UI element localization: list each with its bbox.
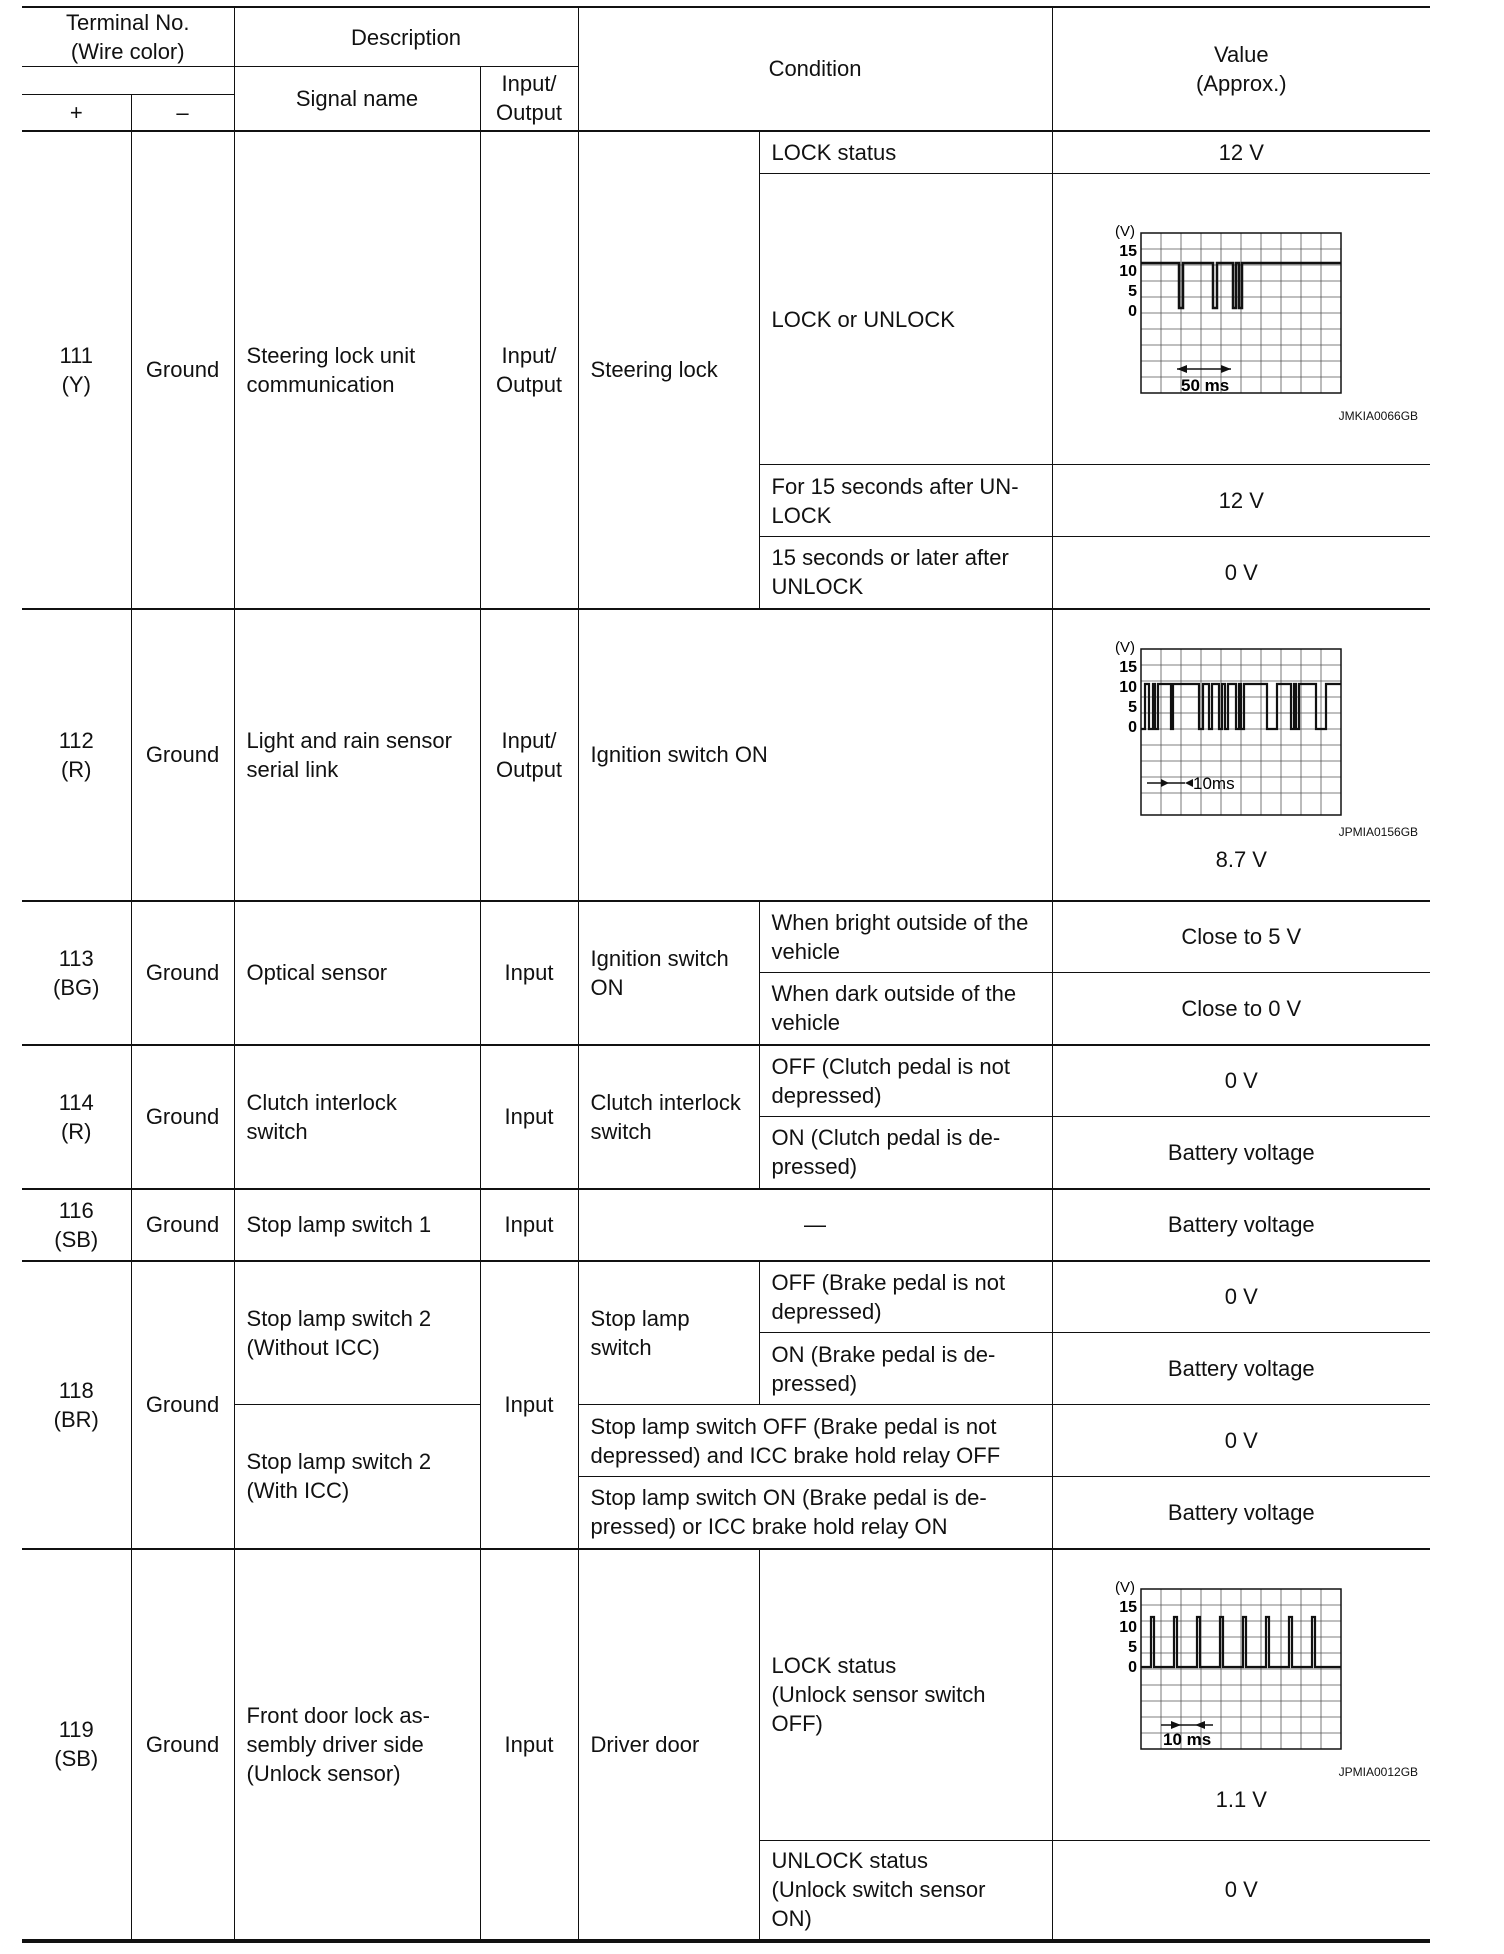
waveform-119-tick: 0: [1128, 1659, 1138, 1677]
header-terminal-no: Terminal No.: [66, 10, 190, 35]
condition-114: Clutch interlock switch: [578, 1045, 759, 1189]
value-114-1: 0 V: [1052, 1045, 1430, 1117]
value-118-3: 0 V: [1052, 1405, 1430, 1477]
ground-113: Ground: [131, 901, 234, 1045]
waveform-112: [1111, 639, 1371, 819]
header-condition: Condition: [578, 7, 1052, 131]
subcondition-118-2: ON (Brake pedal is de- pressed): [759, 1333, 1052, 1405]
ground-116: Ground: [131, 1189, 234, 1261]
waveform-111-tick: 10: [1119, 263, 1138, 280]
terminal-111: 111 (Y): [22, 131, 131, 609]
header-terminal-spacer: [22, 67, 234, 95]
ground-114: Ground: [131, 1045, 234, 1189]
header-wire-color: (Wire color): [70, 39, 185, 64]
waveform-111-tick: 0: [1128, 303, 1138, 320]
subcondition-119-2: UNLOCK status (Unlock switch sensor ON): [759, 1841, 1052, 1941]
waveform-111-unit: (V): [1115, 223, 1136, 240]
waveform-119-tick: 10: [1119, 1619, 1138, 1637]
table-header: [22, 7, 1430, 131]
terminal-113: 113 (BG): [22, 901, 131, 1045]
value-111-1: 12 V: [1052, 131, 1430, 174]
header-terminal: [22, 7, 234, 67]
io-119: Input: [480, 1549, 578, 1941]
subcondition-118-3: Stop lamp switch OFF (Brake pedal is not depressed) and ICC brake hold relay OFF: [578, 1405, 1052, 1477]
waveform-111-period: 50 ms: [1181, 376, 1230, 395]
waveform-112-tick: 15: [1119, 659, 1138, 676]
signal-111: Steering lock unit communication: [234, 131, 480, 609]
value-116: Battery voltage: [1052, 1189, 1430, 1261]
signal-114: Clutch interlock switch: [234, 1045, 480, 1189]
terminal-spec-table: [22, 6, 1430, 1943]
io-112: Input/ Output: [480, 609, 578, 901]
ground-112: Ground: [131, 609, 234, 901]
value-119-1-reading: 1.1 V: [1215, 1787, 1267, 1813]
subcondition-113-2: When dark outside of the vehicle: [759, 973, 1052, 1045]
terminal-114: 114 (R): [22, 1045, 131, 1189]
waveform-112-tick: 0: [1128, 719, 1138, 736]
waveform-112-tick: 10: [1119, 679, 1138, 696]
terminal-112: 112 (R): [22, 609, 131, 901]
subcondition-118-4: Stop lamp switch ON (Brake pedal is de- pressed) or ICC brake hold relay ON: [578, 1477, 1052, 1549]
io-111: Input/ Output: [480, 131, 578, 609]
figure-code-119: JPMIA0012GB: [1338, 1765, 1419, 1780]
signal-119: Front door lock as- sembly driver side (Unlock sensor): [234, 1549, 480, 1941]
condition-116: —: [578, 1189, 1052, 1261]
waveform-111: [1111, 223, 1371, 403]
row-group-116: [22, 1189, 1430, 1261]
subcondition-114-1: OFF (Clutch pedal is not depressed): [759, 1045, 1052, 1117]
row-group-118: [22, 1261, 1430, 1549]
subcondition-111-3: For 15 seconds after UN- LOCK: [759, 465, 1052, 537]
value-114-2: Battery voltage: [1052, 1117, 1430, 1189]
subcondition-118-1: OFF (Brake pedal is not depressed): [759, 1261, 1052, 1333]
value-112-reading: 8.7 V: [1215, 847, 1267, 872]
signal-116: Stop lamp switch 1: [234, 1189, 480, 1261]
waveform-119-unit: (V): [1115, 1579, 1136, 1597]
ground-111: Ground: [131, 131, 234, 609]
signal-112: Light and rain sensor serial link: [234, 609, 480, 901]
subcondition-114-2: ON (Clutch pedal is de- pressed): [759, 1117, 1052, 1189]
value-118-1: 0 V: [1052, 1261, 1430, 1333]
terminal-116: 116 (SB): [22, 1189, 131, 1261]
waveform-112-unit: (V): [1115, 639, 1136, 656]
ground-118: Ground: [131, 1261, 234, 1549]
row-group-119: [22, 1549, 1430, 1941]
header-signal-name: Signal name: [234, 67, 480, 131]
subcondition-113-1: When bright outside of the vehicle: [759, 901, 1052, 973]
signal-118-with-icc: Stop lamp switch 2 (With ICC): [234, 1405, 480, 1549]
row-group-112: [22, 609, 1430, 901]
signal-113: Optical sensor: [234, 901, 480, 1045]
condition-112: Ignition switch ON: [578, 609, 1052, 901]
value-112: [1052, 609, 1430, 901]
subcondition-111-2: LOCK or UNLOCK: [759, 174, 1052, 465]
row-group-114: [22, 1045, 1430, 1189]
header-value: Value (Approx.): [1052, 7, 1430, 131]
header-minus: –: [131, 95, 234, 131]
figure-code-112: JPMIA0156GB: [1338, 825, 1419, 839]
waveform-111-tick: 15: [1119, 243, 1138, 260]
value-119-2: 0 V: [1052, 1841, 1430, 1941]
value-113-1: Close to 5 V: [1052, 901, 1430, 973]
value-111-2: [1052, 174, 1430, 465]
condition-113: Ignition switch ON: [578, 901, 759, 1045]
header-description: Description: [234, 7, 578, 67]
condition-111: Steering lock: [578, 131, 759, 609]
waveform-119-tick: 15: [1119, 1599, 1138, 1617]
waveform-112-trace: [1141, 684, 1341, 729]
ground-119: Ground: [131, 1549, 234, 1941]
value-113-2: Close to 0 V: [1052, 973, 1430, 1045]
waveform-112-tick: 5: [1128, 699, 1138, 716]
header-plus: +: [22, 95, 131, 131]
header-input-output: Input/ Output: [480, 67, 578, 131]
io-116: Input: [480, 1189, 578, 1261]
io-118: Input: [480, 1261, 578, 1549]
value-111-3: 12 V: [1052, 465, 1430, 537]
subcondition-111-1: LOCK status: [759, 131, 1052, 174]
figure-code-111: JMKIA0066GB: [1338, 409, 1419, 423]
waveform-111-tick: 5: [1128, 283, 1138, 300]
subcondition-111-4: 15 seconds or later after UNLOCK: [759, 537, 1052, 609]
waveform-119-tick: 5: [1128, 1639, 1138, 1657]
row-group-111: [22, 131, 1430, 609]
terminal-118: 118 (BR): [22, 1261, 131, 1549]
value-119-1: [1052, 1549, 1430, 1841]
value-118-2: Battery voltage: [1052, 1333, 1430, 1405]
waveform-119: [1111, 1579, 1371, 1759]
condition-119: Driver door: [578, 1549, 759, 1941]
value-111-4: 0 V: [1052, 537, 1430, 609]
signal-118-without-icc: Stop lamp switch 2 (Without ICC): [234, 1261, 480, 1405]
io-113: Input: [480, 901, 578, 1045]
waveform-119-period: 10 ms: [1163, 1730, 1212, 1750]
condition-118: Stop lamp switch: [578, 1261, 759, 1405]
io-114: Input: [480, 1045, 578, 1189]
row-group-113: [22, 901, 1430, 1045]
waveform-111-trace: [1141, 263, 1341, 308]
subcondition-119-1: LOCK status (Unlock sensor switch OFF): [759, 1549, 1052, 1841]
waveform-112-period: 10ms: [1193, 774, 1235, 793]
terminal-119: 119 (SB): [22, 1549, 131, 1941]
value-118-4: Battery voltage: [1052, 1477, 1430, 1549]
